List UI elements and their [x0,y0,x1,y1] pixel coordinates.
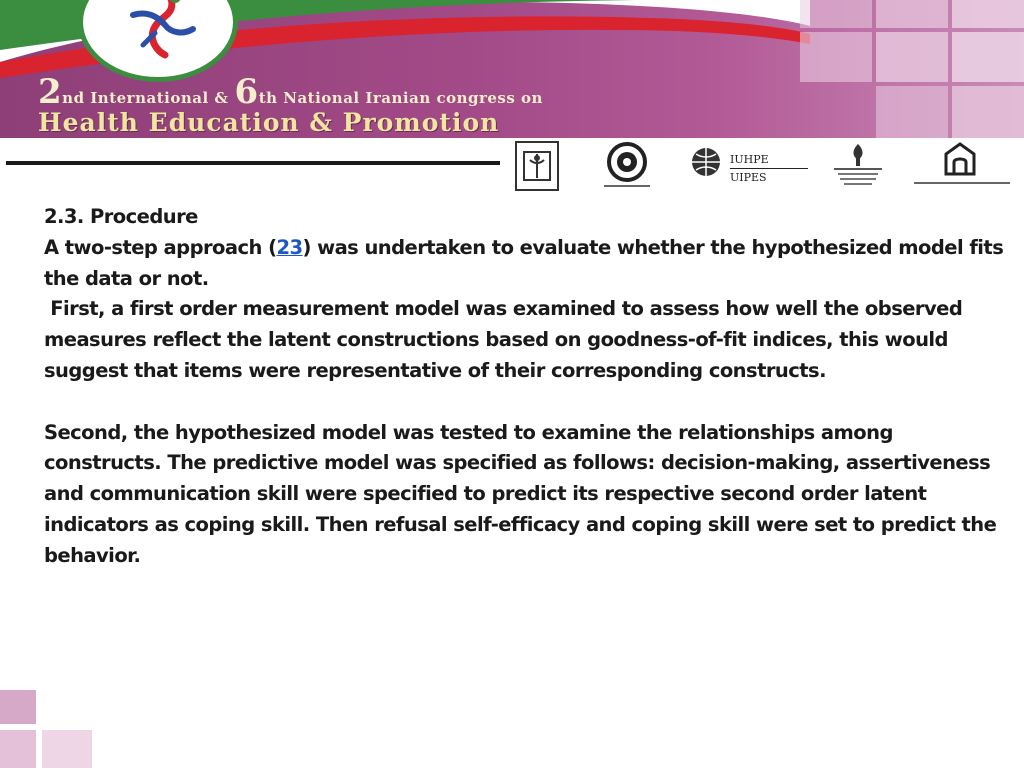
paragraph-spacer [44,387,1004,418]
corner-decoration [0,690,92,768]
section-heading: 2.3. Procedure [44,205,198,228]
decorative-squares [800,0,1024,138]
paragraph-approach [44,233,1004,295]
uipes-label: UIPES [730,171,767,184]
paragraph-first-step: First, a first order measurement model was examined to assess how well the observed measures reflect the latent constructions based on goodness-of-fit indices, this would suggest that items were representative of their corresponding constructs. [44,297,969,382]
paragraph-approach-text-2: ) was undertaken to evaluate whether the hypothesized model fits the data or not. [44,235,1004,290]
congress-number-2: 6 [234,72,259,112]
ministry-emblem-logo [826,140,890,194]
iuhpe-logo [730,152,808,185]
citation-link[interactable]: 23 [276,235,303,259]
congress-text-1: nd International & [62,89,229,107]
header-divider [6,161,500,165]
paragraph-second-step: Second, the hypothesized model was tested to examine the relationships among constructs. The predictive model was specified as follows: decision-making, assertiveness and communication skill were specified to predict its respective second order latent indicators as coping skill. Then refusal self-efficacy and coping skill were set to predict the behavior. [44,420,997,567]
circular-emblem-logo [598,140,656,194]
congress-banner [0,0,1024,138]
medical-university-logo [514,140,560,194]
iuhpe-label: IUHPE [730,153,769,166]
paragraph-approach-text-1: A two-step approach ( [44,235,277,259]
globe-logo [688,140,724,194]
congress-title: Health Education & Promotion [38,108,500,137]
congress-number-1: 2 [38,72,63,112]
slide-body [44,202,1004,572]
congress-subtitle [38,72,543,112]
congress-text-2: th National Iranian congress on [258,89,543,107]
university-gate-logo [912,140,1012,194]
runner-icon [113,0,203,65]
